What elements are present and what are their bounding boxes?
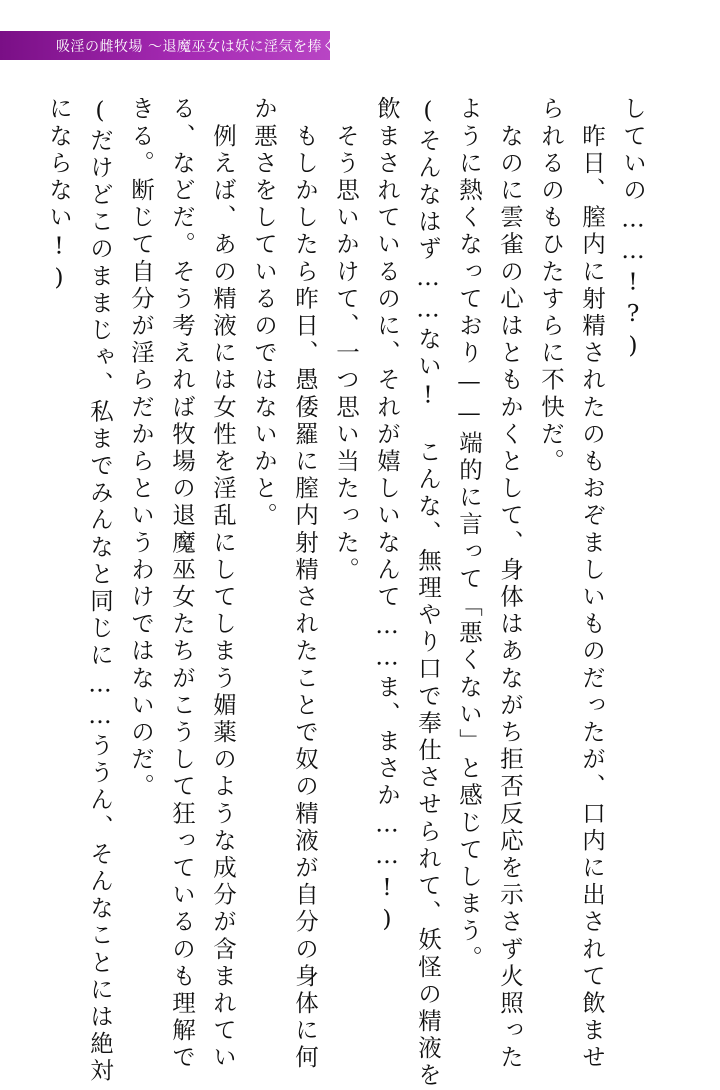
text-column-12: る、などだ。そう考えれば牧場の退魔巫女たちがこうして狂っているのも理解で [168,96,196,1072]
text-column-6: (そんなはず……ない! こんな、無理やり口で奉仕させられて、妖怪の精液を [414,96,442,1090]
text-column-5: ように熱くなっており——端的に言って「悪くない」と感じてしまう。 [455,96,483,973]
text-column-7: 飲まされているのに、それが嬉しいなんて……ま、まさか……!) [373,96,401,936]
text-column-2: 昨日、膣内に射精されたのもおぞましいものだったが、口内に出されて飲ませ [578,96,606,1072]
running-header-title: 吸淫の雌牧場 〜退魔巫女は妖に淫気を捧ぐ〜 [56,38,351,55]
text-column-11: 例えば、あの精液には女性を淫乱にしてしまう媚薬のような成分が含まれてい [209,96,237,1072]
text-column-9: もしかしたら昨日、愚倭羅に膣内射精されたことで奴の精液が自分の身体に何 [291,96,319,1072]
text-column-1: していの……!?) [619,96,647,363]
text-column-4: なのに雲雀の心はともかくとして、身体はあながち拒否反応を示さず火照った [496,96,524,1072]
text-column-3: られるのもひたすらに不快だ。 [537,96,565,476]
running-header-bar [0,31,351,60]
text-column-10: か悪さをしているのではないかと。 [250,96,278,530]
text-column-8: そう思いかけて、一つ思い当たった。 [332,96,360,584]
text-column-13: きる。断じて自分が淫らだからというわけではないのだ。 [127,96,155,801]
text-column-15: にならない!) [45,96,73,295]
vertical-text-body [45,96,648,1090]
text-column-14: (だけどこのままじゃ、私までみんなと同じに……ううん、そんなことには絶対 [86,96,114,1086]
